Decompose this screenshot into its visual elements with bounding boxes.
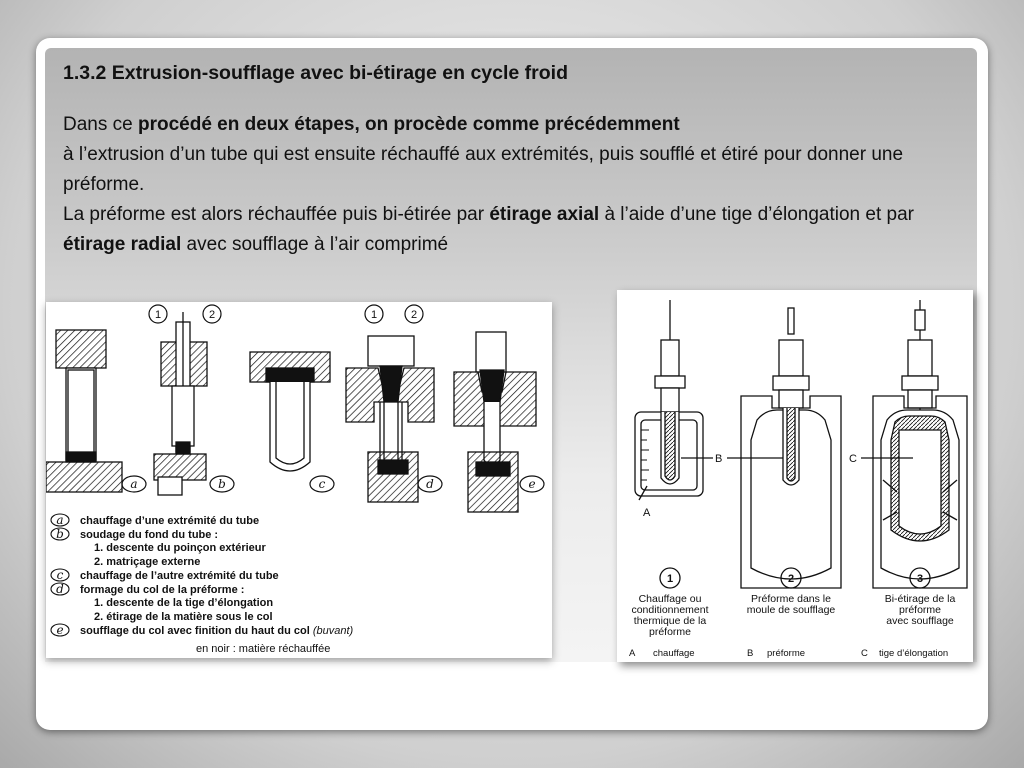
step-label-b: [210, 476, 234, 492]
legend-text: soufflage du col avec finition du haut du col (buvant): [80, 625, 354, 637]
key-text: préforme: [767, 648, 806, 659]
step-number-1: 1: [666, 573, 674, 585]
para2-bold-axial: étirage axial: [489, 204, 600, 225]
legend-text: 2. matriçage externe: [94, 556, 201, 568]
step-caption-line: préforme: [898, 604, 942, 616]
legend-text: 1. descente du poinçon extérieur: [94, 542, 266, 554]
stage-1-drawing: [635, 300, 713, 500]
legend-item: [51, 568, 279, 582]
figure-blow-molding: [617, 290, 973, 662]
legend-marker-d: d: [56, 582, 64, 596]
label-b: B: [715, 453, 723, 465]
legend-marker-a: a: [56, 513, 64, 527]
legend-item: [94, 556, 200, 568]
step-caption-line: conditionnement: [631, 604, 709, 616]
step-label-e: [520, 476, 544, 492]
step-e-drawing: [454, 332, 536, 512]
slide-title: 1.3.2 Extrusion-soufflage avec bi-étirage en cycle froid: [63, 62, 569, 84]
step-label-c: [310, 476, 334, 492]
paragraph-2: [63, 200, 963, 260]
label-c: C: [849, 453, 857, 465]
step-caption-line: avec soufflage: [886, 615, 954, 627]
para1-prefix: Dans ce: [63, 114, 138, 135]
step-caption-line: thermique de la: [633, 615, 707, 627]
legend-text: formage du col de la préforme :: [80, 584, 245, 596]
step-b-callout-number: 2: [208, 309, 216, 321]
para2-bold-radial: étirage radial: [63, 234, 182, 255]
legend-item: [94, 542, 266, 554]
step-letter-e: e: [528, 477, 536, 491]
legend-item: [51, 513, 259, 527]
key-text: tige d’élongation: [879, 648, 949, 659]
step-d-callout-1: [365, 305, 383, 323]
blow-molding-diagram: [617, 290, 973, 662]
step-label-a: [122, 476, 146, 492]
step-b-drawing: [154, 312, 207, 495]
legend-text: chauffage d’une extrémité du tube: [80, 515, 260, 527]
para2-mid: à l’aide d’une tige d’élongation et par: [599, 204, 914, 225]
slide-body: [63, 110, 963, 260]
step-number-3: 3: [916, 573, 924, 585]
label-a: A: [643, 507, 651, 519]
step-letter-c: c: [318, 477, 326, 491]
legend-text: soudage du fond du tube :: [80, 529, 219, 541]
legend-text: chauffage de l’autre extrémité du tube: [80, 570, 279, 582]
para2-prefix: La préforme est alors réchauffée puis bi-étirée par: [63, 204, 490, 225]
para1-bold: procédé en deux étapes, on procède comme précédemment: [137, 114, 680, 135]
step-caption-line: Bi-étirage de la: [884, 593, 956, 605]
key-letter-A: A: [629, 648, 636, 659]
preform-steps-diagram: [46, 302, 552, 658]
key-letter-B: B: [747, 648, 754, 659]
step-caption-line: moule de soufflage: [746, 604, 836, 616]
legend-text: 2. étirage de la matière sous le col: [94, 611, 273, 623]
step-caption-line: Préforme dans le: [751, 593, 831, 605]
step-number-2: 2: [787, 573, 795, 585]
step-b-callout-number: 1: [154, 309, 162, 321]
step-a-drawing: [46, 330, 122, 492]
step-d-callout-number: 2: [410, 309, 418, 321]
step-d-callout-2: [405, 305, 423, 323]
legend-marker-c: c: [56, 568, 64, 582]
legend-note: en noir : matière réchauffée: [196, 643, 331, 655]
legend-marker-e: e: [56, 623, 64, 637]
step-letter-a: a: [130, 477, 138, 491]
step-d-callout-number: 1: [370, 309, 378, 321]
legend-item: [94, 611, 273, 623]
legend-marker-b: b: [56, 527, 64, 541]
step-letter-b: b: [218, 477, 226, 491]
legend-item: [51, 527, 218, 541]
key-text: chauffage: [653, 648, 695, 659]
legend-italic: (buvant): [309, 625, 354, 637]
stage-2-drawing: [727, 308, 841, 588]
para2-suffix: avec soufflage à l’air comprimé: [181, 234, 449, 255]
step-b-callout-1: [149, 305, 167, 323]
legend-item: [94, 597, 273, 609]
legend-text: 1. descente de la tige d’élongation: [94, 597, 274, 609]
figure-preform-steps: [46, 302, 552, 658]
step-label-d: [418, 476, 442, 492]
key-letter-C: C: [861, 648, 868, 659]
paragraph-1: [63, 110, 963, 200]
step-d-drawing: [346, 336, 434, 502]
step-letter-d: d: [426, 477, 434, 491]
step-caption-line: Chauffage ou: [638, 593, 702, 605]
step-b-callout-2: [203, 305, 221, 323]
step-c-drawing: [250, 352, 330, 471]
step-caption-line: préforme: [648, 626, 692, 638]
stage-3-drawing: [861, 300, 967, 588]
legend-item: [51, 623, 354, 637]
legend-item: [51, 582, 244, 596]
para1-rest: à l’extrusion d’un tube qui est ensuite réchauffé aux extrémités, puis soufflé et étiré pour donner une préforme.: [63, 144, 904, 195]
